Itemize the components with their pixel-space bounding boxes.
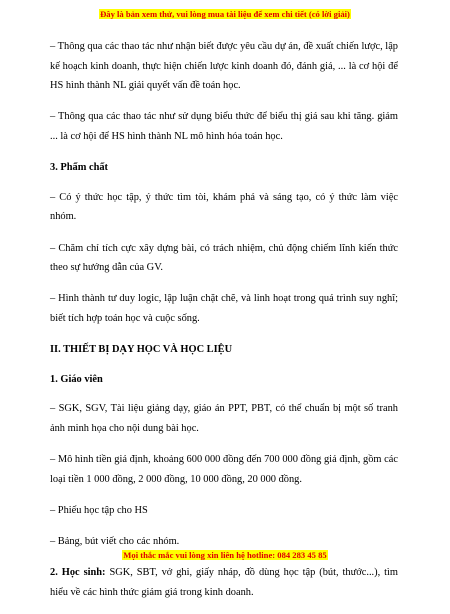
heading-giao-vien: 1. Giáo viên: [50, 373, 103, 385]
preview-banner: [0, 4, 450, 22]
paragraph-worksheet: – Phiếu học tập cho HS: [50, 504, 148, 516]
hoc-sinh-text: SGK, SBT, vở ghi, giấy nháp, đồ dùng học tập (bút, thước...), tìm hiểu về các hình thức giảm giá trong kinh doanh.: [50, 567, 398, 598]
paragraph-boards: – Bảng, bút viết cho các nhóm.: [50, 536, 180, 548]
paragraph-problem-solving: – Thông qua các thao tác như nhận biết được yêu cầu dự án, đề xuất chiến lược, lập kế hoạch kinh doanh, thực hiện chiến lược kinh doanh đó, đánh giá, ... là cơ hội để HS hình thành NL giải quyết vấn đề toán học.: [50, 41, 398, 92]
paragraph-learning-attitude: – Có ý thức học tập, ý thức tìm tòi, khám phá và sáng tạo, có ý thức làm việc nhóm.: [50, 191, 398, 223]
hotline-text: Mọi thắc mắc vui lòng xin liên hệ hotline: 084 283 45 85: [123, 550, 327, 560]
heading-hoc-sinh: 2. Học sinh:: [50, 567, 106, 579]
heading-section-2: II. THIẾT BỊ DẠY HỌC VÀ HỌC LIỆU: [50, 344, 233, 356]
preview-banner-text: Đây là bản xem thử, vui lòng mua tài liệu để xem chi tiết (có lời giải): [100, 9, 350, 19]
paragraph-logic: – Hình thành tư duy logic, lập luận chặt chẽ, và linh hoạt trong quá trình suy nghĩ; biết tích hợp toán học và cuộc sống.: [50, 293, 398, 324]
paragraph-modeling: – Thông qua các thao tác như sử dụng biểu thức để biểu thị giá sau khi tăng. giảm ... là cơ hội để HS hình thành NL mô hình hóa toán học.: [50, 111, 398, 142]
paragraph-materials: – SGK, SGV, Tài liệu giảng dạy, giáo án PPT, PBT, có thể chuẩn bị một số tranh ảnh minh họa cho nội dung bài học.: [50, 403, 398, 434]
paragraph-money-model: – Mô hình tiền giả định, khoảng 600 000 đồng đến 700 000 đồng giả định, gồm các loại tiền 1 000 đồng, 2 000 đồng, 10 000 đồng, 20 000 đồng.: [50, 454, 398, 485]
paragraph-hoc-sinh: [50, 563, 398, 602]
document-body: [50, 37, 398, 614]
heading-pham-chat: 3. Phẩm chất: [50, 162, 109, 174]
hotline-banner: [0, 545, 450, 563]
paragraph-diligence: – Chăm chỉ tích cực xây dựng bài, có trách nhiệm, chủ động chiếm lĩnh kiến thức theo sự hướng dẫn của GV.: [50, 242, 398, 274]
